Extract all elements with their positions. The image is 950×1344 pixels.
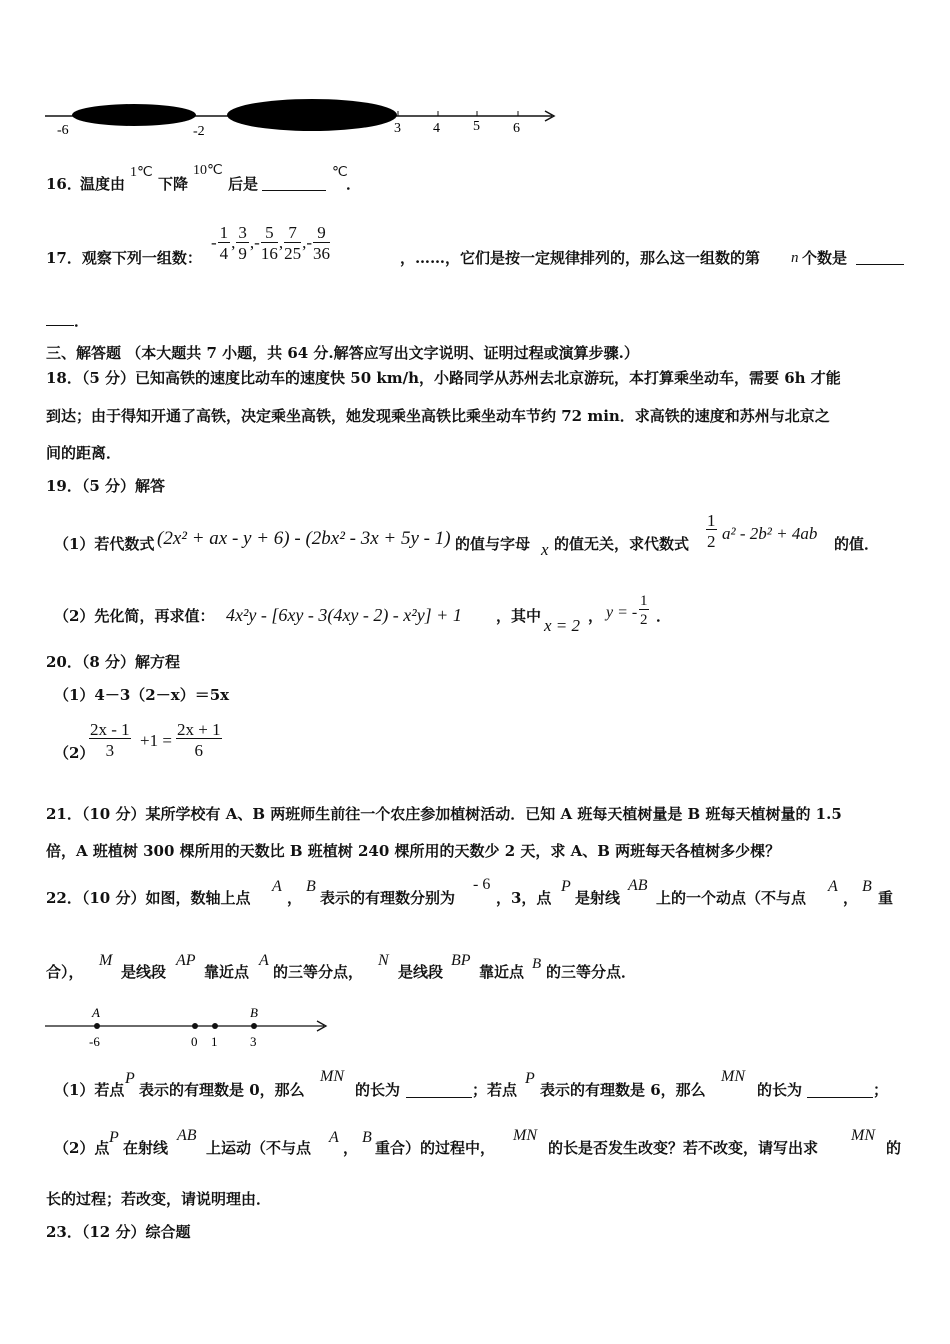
numerator: 9 xyxy=(317,223,326,242)
numberline-figure xyxy=(40,1003,340,1053)
tick-label: -6 xyxy=(57,123,69,138)
tick-label: 5 xyxy=(473,119,480,134)
numberline-top xyxy=(40,95,570,140)
fraction-separator: ,- xyxy=(249,233,260,253)
fraction-separator: , xyxy=(231,233,236,253)
label-a: A xyxy=(92,1005,100,1020)
fraction xyxy=(218,224,231,263)
tick-label: 3 xyxy=(250,1034,257,1049)
tick-label: 1 xyxy=(211,1034,218,1049)
tick-label: -6 xyxy=(89,1034,100,1049)
answer-blank[interactable] xyxy=(856,251,904,265)
numerator: 3 xyxy=(238,223,247,242)
fraction xyxy=(313,224,330,263)
denominator: 16 xyxy=(260,243,278,263)
point-b xyxy=(251,1023,257,1029)
denominator: 9 xyxy=(238,243,247,263)
tick-label: 0 xyxy=(191,1034,198,1049)
tick-label: -2 xyxy=(193,124,205,139)
answer-blank-continued[interactable] xyxy=(46,312,74,326)
label-b: B xyxy=(250,1005,258,1020)
denominator: 25 xyxy=(284,243,302,263)
answer-blank[interactable] xyxy=(262,177,326,191)
point-a xyxy=(94,1023,100,1029)
denominator: 36 xyxy=(313,243,331,263)
question-23: 23．（12 分）综合题 xyxy=(46,1223,191,1241)
fraction-separator: - xyxy=(211,233,217,253)
fraction xyxy=(236,224,249,263)
fraction xyxy=(284,224,301,263)
numerator: 7 xyxy=(288,223,297,242)
denominator: 4 xyxy=(219,243,229,263)
fraction-sequence xyxy=(210,224,400,270)
point-origin xyxy=(192,1023,198,1029)
tick-label: 6 xyxy=(513,121,520,136)
answer-blank[interactable] xyxy=(807,1084,873,1098)
ink-blot-right xyxy=(227,99,397,131)
tick-label: 4 xyxy=(433,121,440,136)
point-one xyxy=(212,1023,218,1029)
tick-label: 3 xyxy=(394,121,401,136)
fraction-separator: , xyxy=(278,233,284,253)
numerator: 1 xyxy=(219,223,229,242)
fraction xyxy=(261,224,278,263)
answer-blank[interactable] xyxy=(406,1084,472,1098)
section-3-heading: 三、解答题 （本大题共 7 小题，共 64 分.解答应写出文字说明、证明过程或演算步骤.） xyxy=(46,344,639,362)
fraction-separator: ,- xyxy=(302,233,313,253)
ink-blot-left xyxy=(72,104,196,126)
numerator: 5 xyxy=(265,223,274,242)
